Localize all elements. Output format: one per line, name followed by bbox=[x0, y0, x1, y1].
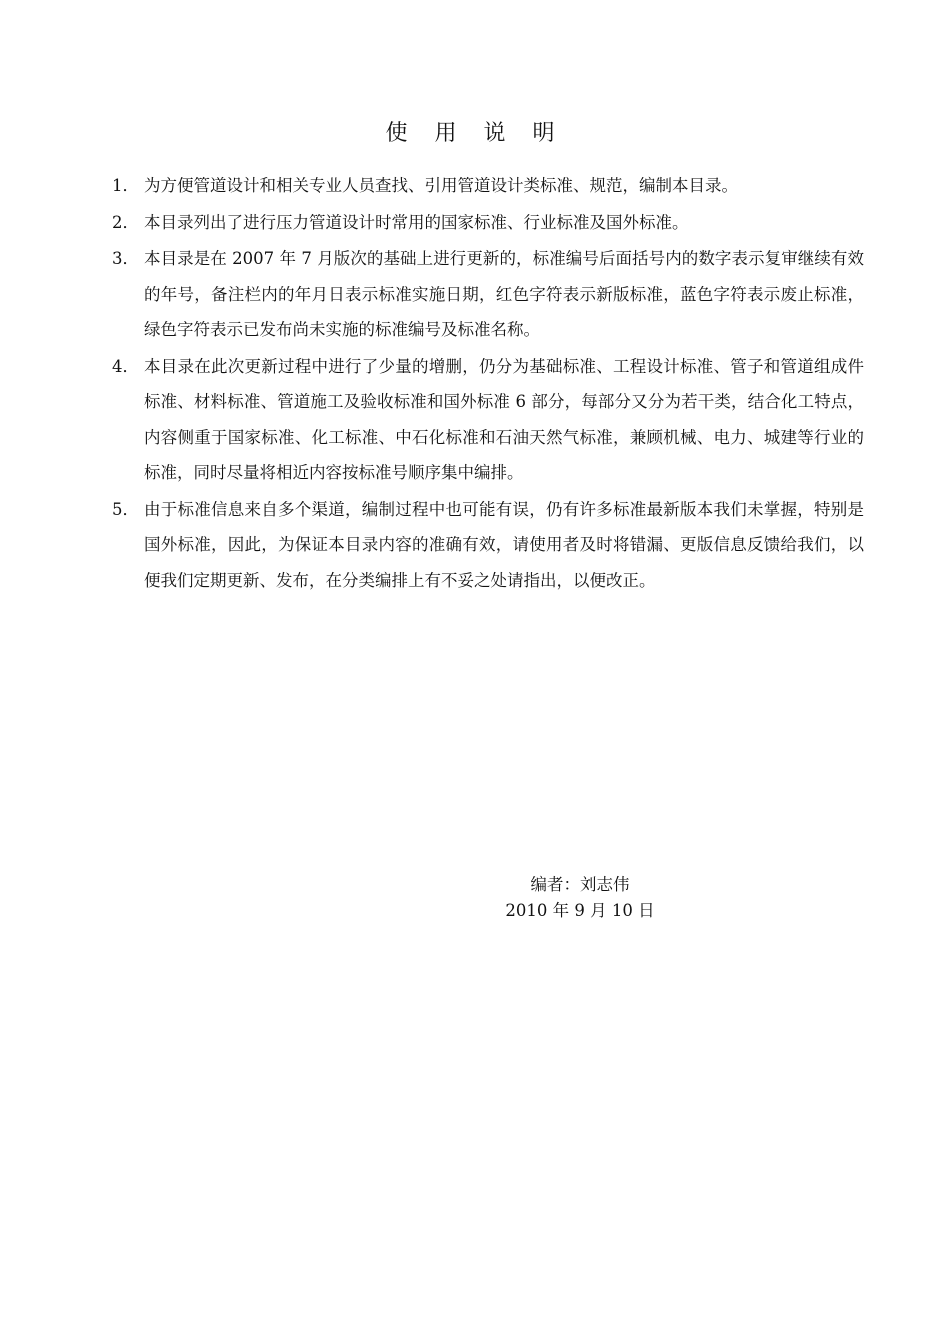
item-text: 本目录在此次更新过程中进行了少量的增删，仍分为基础标准、工程设计标准、管子和管道组成件标准、材料标准、管道施工及验收标准和国外标准 6 部分，每部分又分为若干类，结合化工特点，内容侧重于国家标准、化工标准、中石化标准和石油天然气标准，兼顾机械、电力、城建等行业的标准，同时尽量将相近内容按标准号顺序集中编排。 bbox=[144, 356, 864, 482]
item-number: 5． bbox=[112, 499, 139, 519]
date-line: 2010 年 9 月 10 日 bbox=[505, 901, 655, 920]
list-item bbox=[112, 205, 864, 241]
list-item bbox=[112, 492, 864, 599]
item-number: 3． bbox=[112, 249, 139, 268]
item-number: 4． bbox=[112, 356, 139, 376]
instructions-list bbox=[112, 168, 864, 599]
list-item bbox=[112, 241, 864, 348]
list-item bbox=[112, 349, 864, 491]
page-title: 使 用 说 明 bbox=[385, 121, 565, 146]
item-text: 本目录是在 2007 年 7 月版次的基础上进行更新的，标准编号后面括号内的数字表示复审继续有效的年号，备注栏内的年月日表示标准实施日期，红色字符表示新版标准，蓝色字符表示废止标准，绿色字符表示已发布尚未实施的标准编号及标准名称。 bbox=[144, 249, 864, 339]
signature-block bbox=[470, 872, 690, 924]
item-text: 由于标准信息来自多个渠道，编制过程中也可能有误，仍有许多标准最新版本我们未掌握，特别是国外标准，因此，为保证本目录内容的准确有效，请使用者及时将错漏、更版信息反馈给我们，以便我们定期更新、发布，在分类编排上有不妥之处请指出，以便改正。 bbox=[144, 499, 864, 590]
item-number: 1． bbox=[112, 176, 139, 195]
item-text: 本目录列出了进行压力管道设计时常用的国家标准、行业标准及国外标准。 bbox=[144, 212, 689, 232]
item-text: 为方便管道设计和相关专业人员查找、引用管道设计类标准、规范，编制本目录。 bbox=[144, 176, 738, 195]
item-number: 2． bbox=[112, 212, 139, 232]
author-line: 编者：刘志伟 bbox=[530, 875, 630, 894]
list-item bbox=[112, 168, 864, 204]
